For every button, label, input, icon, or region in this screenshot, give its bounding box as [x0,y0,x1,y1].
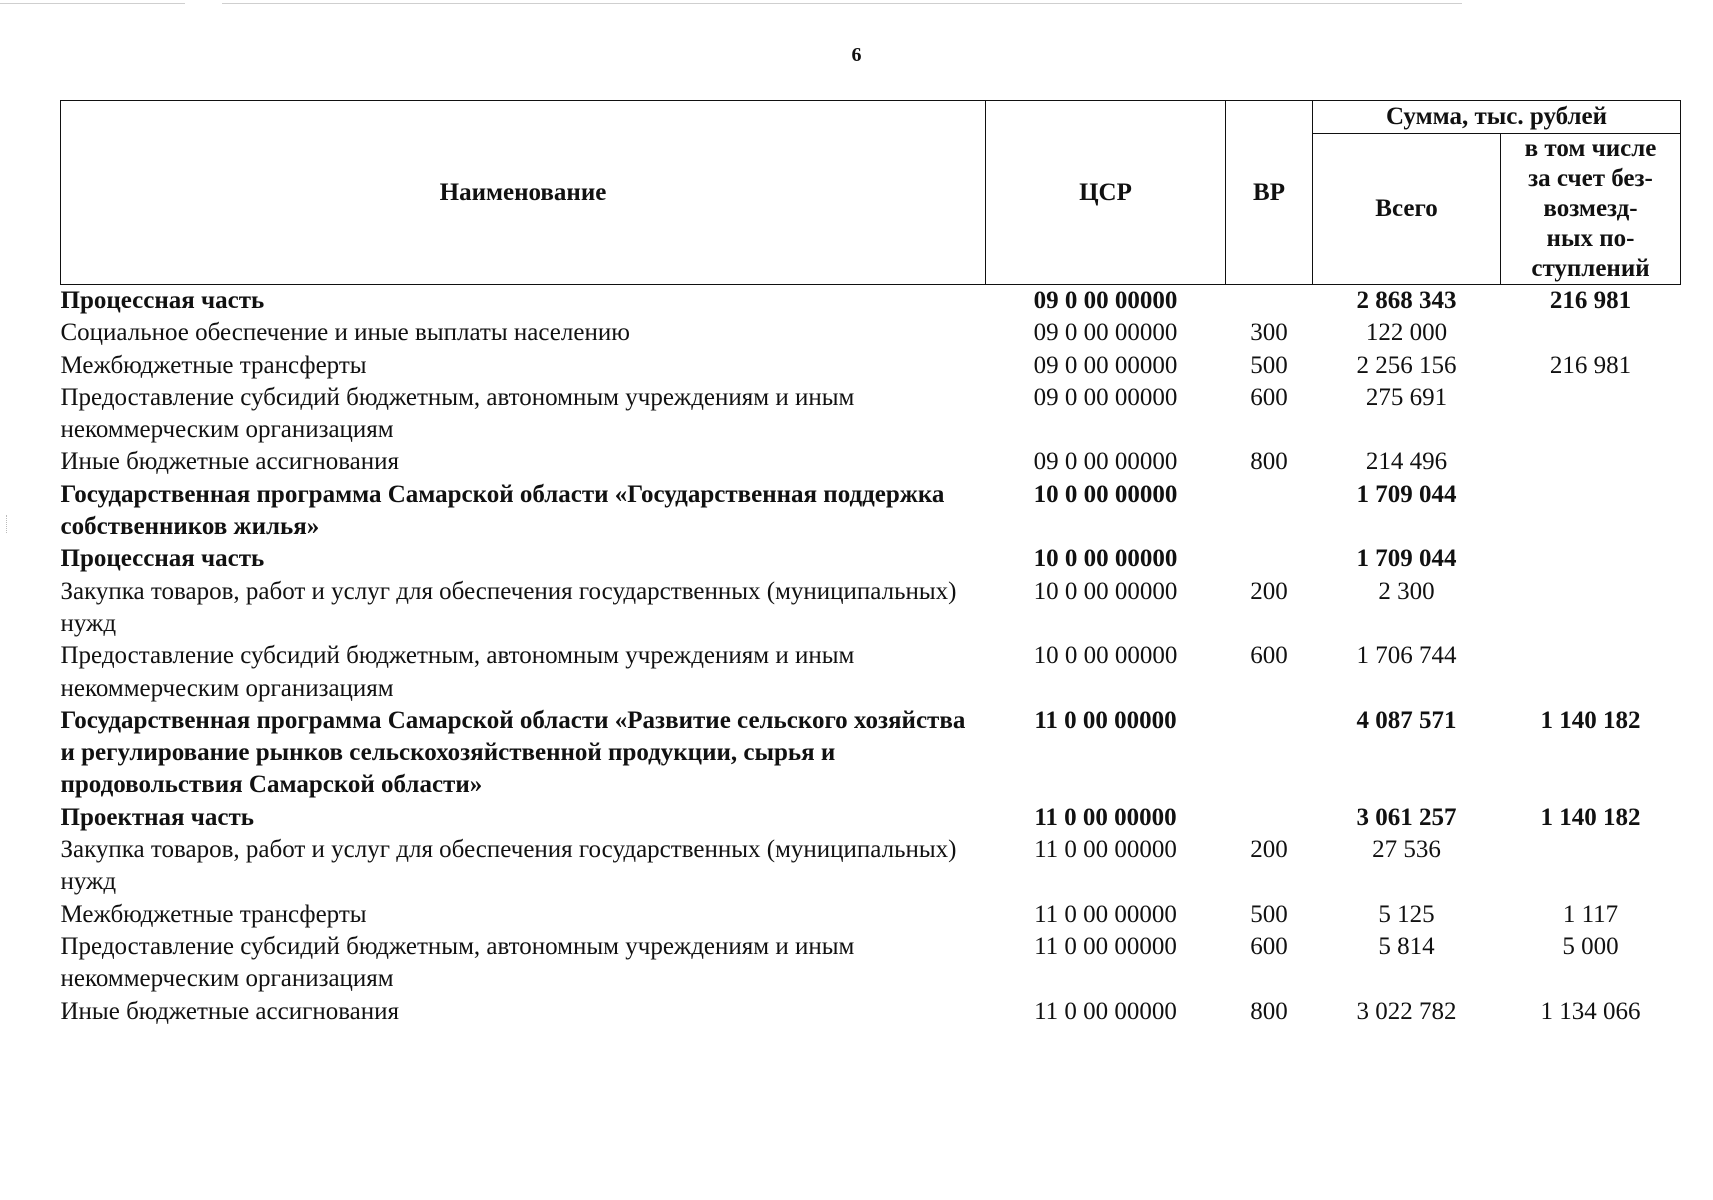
row-including [1501,576,1681,641]
row-vr: 800 [1250,997,1288,1025]
row-total: 3 061 257 [1356,803,1457,831]
row-vr: 500 [1250,351,1288,379]
row-csr: 11 0 00 00000 [1034,997,1177,1025]
header-csr: ЦСР [986,101,1226,285]
budget-table [60,100,1681,1028]
row-name: Межбюджетные трансферты [60,351,367,379]
scan-edge-line [222,3,1462,4]
row-csr: 11 0 00 00000 [1034,932,1177,960]
table-row-section [61,479,1681,544]
row-vr: 600 [1250,932,1288,960]
table-row [61,446,1681,478]
row-including [1501,479,1681,544]
header-including-line: возмезд- [1543,195,1638,222]
row-including: 1 117 [1562,900,1619,928]
scan-margin-mark [6,515,11,533]
row-total: 5 814 [1378,932,1435,960]
table-row-section [61,543,1681,575]
row-csr: 09 0 00 00000 [1033,319,1178,347]
row-name: Государственная программа Самарской области «Государственная поддержка собственников жилья» [60,480,945,541]
row-name: Предоставление субсидий бюджетным, автономным учреждениям и иным некоммерческим организациям [60,932,855,993]
table-row-section [61,285,1681,318]
table-row [61,640,1681,705]
page-number: 6 [851,44,862,66]
row-total: 1 709 044 [1356,545,1457,573]
row-name: Закупка товаров, работ и услуг для обеспечения государственных (муниципальных) нужд [60,836,957,896]
row-name: Иные бюджетные ассигнования [60,997,400,1025]
row-total: 5 125 [1378,900,1435,928]
row-total: 2 300 [1378,577,1435,605]
row-including: 5 000 [1562,932,1619,960]
table-row [61,931,1681,996]
row-total: 1 709 044 [1356,480,1457,508]
row-csr: 09 0 00 00000 [1033,287,1178,314]
row-csr: 11 0 00 00000 [1034,706,1177,734]
row-csr: 10 0 00 00000 [1033,577,1178,605]
row-vr [1226,802,1313,834]
row-name: Процессная часть [60,287,265,314]
table-row [61,350,1681,382]
row-vr: 300 [1250,319,1288,347]
header-vr: ВР [1226,101,1313,285]
row-name: Процессная часть [60,545,265,573]
row-name: Иные бюджетные ассигнования [60,448,400,476]
header-including-line: ных по- [1546,225,1635,252]
header-sum-group: Сумма, тыс. рублей [1313,101,1681,134]
table-row [61,382,1681,447]
row-vr [1226,479,1313,544]
row-total: 27 536 [1372,836,1441,864]
row-total: 4 087 571 [1356,706,1457,734]
table-row [61,317,1681,349]
row-total: 2 868 343 [1356,287,1457,314]
row-csr: 11 0 00 00000 [1034,900,1177,928]
table-row [61,899,1681,931]
row-name: Социальное обеспечение и иные выплаты населению [60,319,630,347]
row-name: Предоставление субсидий бюджетным, автономным учреждениям и иным некоммерческим организациям [60,642,855,702]
row-vr: 600 [1250,383,1288,411]
table-row [61,834,1681,899]
row-vr [1226,705,1313,802]
row-vr: 500 [1250,900,1288,928]
row-including [1501,834,1681,899]
row-vr: 800 [1250,448,1288,476]
row-csr: 10 0 00 00000 [1033,642,1178,670]
row-total: 122 000 [1365,319,1448,347]
row-including [1501,640,1681,705]
row-including [1501,382,1681,447]
header-name: Наименование [61,101,986,285]
row-name: Проектная часть [60,803,255,831]
table-row-section [61,705,1681,802]
row-vr: 600 [1250,642,1288,670]
row-csr: 11 0 00 00000 [1034,836,1177,864]
row-csr: 10 0 00 00000 [1033,545,1178,573]
row-including [1501,543,1681,575]
row-vr: 200 [1250,577,1288,605]
header-including-line: в том числе [1524,135,1657,162]
table-row [61,576,1681,641]
row-including: 216 981 [1549,351,1632,379]
row-vr: 200 [1250,836,1288,864]
row-including [1501,317,1681,349]
row-including: 1 134 066 [1540,997,1641,1025]
row-csr: 09 0 00 00000 [1033,448,1178,476]
row-name: Государственная программа Самарской области «Развитие сельского хозяйства и регулирование рынков сельскохозяйственной продукции, сырья и продовольствия Самарской области» [60,706,966,799]
row-csr: 11 0 00 00000 [1034,803,1177,831]
scan-edge-line [0,3,185,4]
row-vr [1226,543,1313,575]
row-total: 1 706 744 [1356,642,1457,670]
header-including [1501,134,1681,285]
row-name: Закупка товаров, работ и услуг для обеспечения государственных (муниципальных) нужд [60,577,957,637]
header-including-line: ступлений [1531,255,1650,282]
row-including [1501,446,1681,478]
row-name: Межбюджетные трансферты [60,900,367,928]
row-including: 1 140 182 [1540,803,1641,831]
row-total: 275 691 [1365,383,1448,411]
table-row-section [61,802,1681,834]
row-total: 2 256 156 [1356,351,1457,379]
row-csr: 09 0 00 00000 [1033,351,1178,379]
table-body [61,285,1681,1028]
row-name: Предоставление субсидий бюджетным, автономным учреждениям и иным некоммерческим организациям [60,383,855,444]
header-including-line: за счет без- [1528,165,1653,192]
table-row [61,996,1681,1028]
table-header [61,101,1681,285]
row-total: 214 496 [1365,448,1448,476]
row-including: 216 981 [1549,287,1632,314]
row-total: 3 022 782 [1356,997,1457,1025]
row-csr: 09 0 00 00000 [1033,383,1178,411]
row-including: 1 140 182 [1540,706,1641,734]
row-csr: 10 0 00 00000 [1033,480,1178,508]
row-vr [1226,285,1313,318]
header-total: Всего [1313,134,1501,285]
